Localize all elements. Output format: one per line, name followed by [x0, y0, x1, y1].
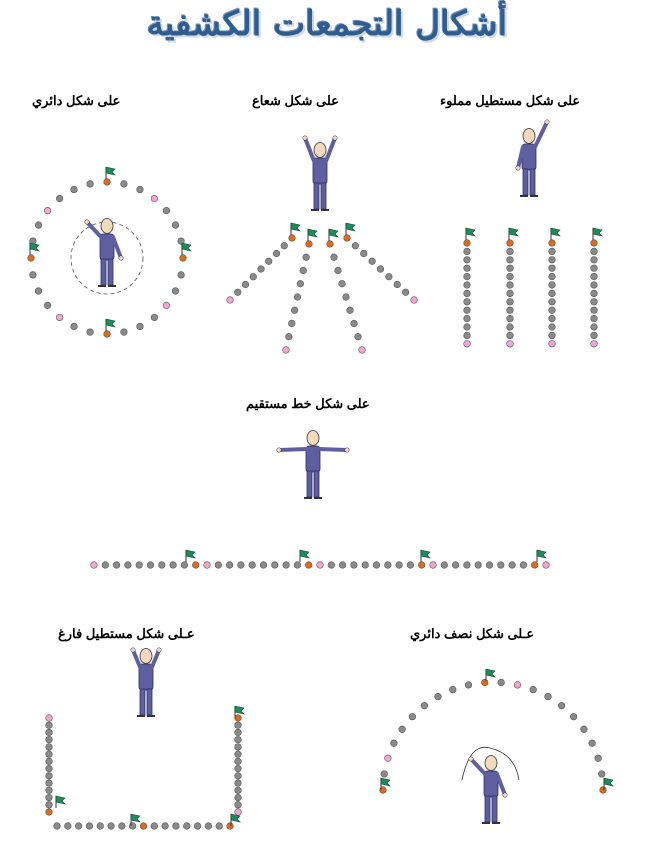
scout-dot: [235, 794, 242, 801]
flag-icon: [486, 669, 495, 681]
scout-dot: [591, 273, 598, 280]
scout-dot: [46, 715, 53, 722]
scout-dot: [549, 299, 556, 306]
scout-dot: [549, 273, 556, 280]
scout-dot: [170, 562, 177, 569]
flag-icon: [308, 229, 317, 241]
caption-straight-line: على شكل خط مستقيم: [246, 396, 370, 411]
scout-dot: [549, 257, 556, 264]
scout-dot: [30, 272, 37, 279]
scout-dot: [402, 289, 409, 296]
scout-dot: [46, 765, 53, 772]
scout-dot: [581, 726, 588, 733]
scout-dot: [258, 266, 265, 273]
scout-dot: [543, 562, 550, 569]
scout-dot: [339, 280, 346, 287]
caption-full-rectangle: على شكل مستطيل مملوء: [440, 93, 581, 108]
scout-dot: [46, 736, 53, 743]
scout-dot: [46, 794, 53, 801]
leader-dot: [104, 179, 111, 186]
scout-dot: [381, 771, 388, 778]
scout-dot: [464, 332, 471, 339]
scout-dot: [407, 562, 414, 569]
leader-dot: [235, 715, 242, 722]
flag-icon: [30, 243, 39, 255]
scout-dot: [549, 324, 556, 331]
scout-dot: [464, 265, 471, 272]
scout-dot: [595, 755, 602, 762]
scout-dot: [44, 302, 51, 309]
scout-dot: [475, 562, 482, 569]
empty-rect-leader-figure: [131, 648, 161, 716]
scout-dot: [227, 297, 234, 304]
semicircle-leader-figure: [469, 756, 507, 824]
scout-dot: [46, 801, 53, 808]
scout-dot: [507, 290, 514, 297]
leader-dot: [140, 823, 147, 830]
leader-dot: [600, 787, 607, 794]
scout-dot: [234, 289, 241, 296]
scout-dot: [558, 702, 565, 709]
scout-dot: [235, 780, 242, 787]
scout-dot: [75, 823, 82, 830]
scout-dot: [509, 562, 516, 569]
leader-dot: [192, 562, 199, 569]
scout-dot: [343, 294, 350, 301]
scout-dot: [44, 207, 51, 214]
scout-dot: [235, 736, 242, 743]
caption-circle: على شكل دائري: [32, 93, 121, 108]
scout-dot: [260, 562, 267, 569]
leader-dot: [305, 562, 312, 569]
scout-dot: [507, 299, 514, 306]
scout-dot: [373, 562, 380, 569]
flag-icon: [56, 796, 65, 808]
scout-dot: [394, 281, 401, 288]
scout-dot: [215, 562, 222, 569]
flag-icon: [466, 228, 475, 240]
scout-dot: [147, 562, 154, 569]
flag-icon: [346, 223, 355, 235]
scout-dot: [113, 562, 120, 569]
scout-dot: [286, 333, 293, 340]
scout-dot: [549, 282, 556, 289]
scout-dot: [352, 242, 359, 249]
scout-dot: [464, 248, 471, 255]
scout-dot: [498, 562, 505, 569]
leader-dot: [180, 255, 187, 262]
scout-dot: [297, 280, 304, 287]
scout-dot: [549, 265, 556, 272]
scout-dot: [591, 290, 598, 297]
scout-dot: [56, 195, 63, 202]
scout-dot: [265, 258, 272, 265]
scout-dot: [235, 787, 242, 794]
scout-dot: [598, 771, 605, 778]
scout-dot: [235, 722, 242, 729]
scout-dot: [204, 562, 211, 569]
scout-dot: [386, 273, 393, 280]
scout-dot: [591, 315, 598, 322]
scout-dot: [498, 679, 505, 686]
scout-dot: [163, 302, 170, 309]
scout-dot: [119, 823, 126, 830]
scout-dot: [430, 562, 437, 569]
scout-dot: [464, 273, 471, 280]
scout-dot: [137, 186, 144, 193]
scout-dot: [331, 254, 338, 261]
scout-dot: [235, 765, 242, 772]
scout-dot: [335, 267, 342, 274]
scout-dot: [235, 801, 242, 808]
scout-dot: [507, 248, 514, 255]
scout-dot: [507, 265, 514, 272]
scout-dot: [121, 181, 128, 188]
scout-dot: [205, 823, 212, 830]
scout-dot: [359, 347, 366, 354]
scout-dot: [591, 324, 598, 331]
scout-dot: [317, 562, 324, 569]
scout-dot: [351, 320, 358, 327]
scout-dot: [591, 248, 598, 255]
flag-icon: [182, 243, 191, 255]
scout-dot: [441, 562, 448, 569]
scout-dot: [549, 248, 556, 255]
flag-icon: [291, 223, 300, 235]
scout-dot: [591, 299, 598, 306]
scout-dot: [235, 744, 242, 751]
scout-dot: [288, 320, 295, 327]
scout-dot: [464, 290, 471, 297]
leader-dot: [227, 823, 234, 830]
leader-dot: [104, 331, 111, 338]
scout-dot: [347, 307, 354, 314]
scout-dot: [507, 332, 514, 339]
scout-dot: [507, 315, 514, 322]
leader-dot: [464, 240, 471, 247]
caption-semicircle: عـلى شكل نصف دائري: [410, 626, 535, 641]
leader-dot: [306, 241, 313, 248]
scout-dot: [235, 729, 242, 736]
flag-icon: [421, 550, 430, 562]
scout-dot: [464, 282, 471, 289]
line-leader-figure: [277, 431, 349, 499]
scout-dot: [591, 341, 598, 348]
scout-dot: [46, 780, 53, 787]
leader-dot: [418, 562, 425, 569]
scout-dot: [507, 307, 514, 314]
scout-dot: [86, 823, 93, 830]
scout-dot: [450, 686, 457, 693]
scout-dot: [235, 773, 242, 780]
scout-dot: [507, 282, 514, 289]
scout-dot: [46, 751, 53, 758]
full-rect-leader-figure: [516, 120, 549, 196]
scout-dot: [226, 562, 233, 569]
scout-dot: [591, 257, 598, 264]
scout-dot: [465, 682, 472, 689]
scout-dot: [294, 562, 301, 569]
scout-dot: [235, 809, 242, 816]
scout-dot: [46, 758, 53, 765]
scout-dot: [396, 562, 403, 569]
scout-dot: [409, 713, 416, 720]
flag-icon: [186, 550, 195, 562]
scout-dot: [589, 740, 596, 747]
scout-dot: [591, 282, 598, 289]
scout-dot: [273, 250, 280, 257]
scout-dot: [136, 562, 143, 569]
scout-dot: [163, 207, 170, 214]
scout-dot: [549, 341, 556, 348]
scout-dot: [291, 307, 298, 314]
scout-dot: [520, 562, 527, 569]
scout-dot: [102, 562, 109, 569]
flag-icon: [593, 228, 602, 240]
scout-dot: [514, 682, 521, 689]
caption-empty-rectangle: عـلى شكل مستطيل فارغ: [58, 626, 195, 641]
leader-dot: [531, 562, 538, 569]
flag-icon: [106, 167, 115, 179]
scout-dot: [391, 740, 398, 747]
scout-dot: [129, 823, 136, 830]
flag-icon: [551, 228, 560, 240]
scout-dot: [464, 562, 471, 569]
leader-dot: [344, 235, 351, 242]
scout-dot: [87, 181, 94, 188]
leader-dot: [327, 241, 334, 248]
caption-rays: على شكل شعاع: [252, 93, 339, 108]
scout-dot: [281, 242, 288, 249]
scout-dot: [249, 562, 256, 569]
scout-dot: [178, 272, 185, 279]
scout-dot: [339, 562, 346, 569]
scout-dot: [35, 288, 42, 295]
leader-dot: [46, 809, 53, 816]
scout-dot: [159, 562, 166, 569]
scout-dot: [235, 758, 242, 765]
scout-dot: [362, 562, 369, 569]
scout-dot: [303, 254, 310, 261]
scout-dot: [56, 314, 63, 321]
scout-dot: [545, 693, 552, 700]
scout-dot: [530, 686, 537, 693]
scout-dot: [591, 307, 598, 314]
scout-dot: [181, 562, 188, 569]
scout-dot: [369, 258, 376, 265]
leader-dot: [289, 235, 296, 242]
scout-dot: [35, 222, 42, 229]
scout-dot: [355, 333, 362, 340]
leader-dot: [591, 240, 598, 247]
scout-dot: [238, 562, 245, 569]
scout-dot: [452, 562, 459, 569]
scout-dot: [151, 823, 158, 830]
scout-dot: [421, 702, 428, 709]
page-title: أشكال التجمعات الكشفية: [146, 4, 508, 44]
scout-dot: [411, 297, 418, 304]
scout-dot: [486, 562, 493, 569]
scout-dot: [549, 332, 556, 339]
scout-dot: [399, 726, 406, 733]
scout-dot: [464, 257, 471, 264]
scout-dot: [294, 294, 301, 301]
scout-dot: [570, 713, 577, 720]
flag-icon: [509, 228, 518, 240]
leader-dot: [28, 255, 35, 262]
scout-dot: [54, 823, 61, 830]
scout-dot: [385, 755, 392, 762]
scout-dot: [591, 265, 598, 272]
scout-dot: [46, 729, 53, 736]
scout-dot: [162, 823, 169, 830]
scout-dot: [464, 315, 471, 322]
scout-dot: [97, 823, 104, 830]
scout-dot: [549, 315, 556, 322]
leader-dot: [481, 679, 488, 686]
flag-icon: [300, 550, 309, 562]
scout-dot: [549, 307, 556, 314]
scout-dot: [435, 693, 442, 700]
scout-dot: [137, 323, 144, 330]
scout-dot: [464, 307, 471, 314]
scout-dot: [46, 744, 53, 751]
scout-dot: [549, 290, 556, 297]
scout-dot: [300, 267, 307, 274]
scout-dot: [71, 186, 78, 193]
scout-dot: [507, 257, 514, 264]
scout-dot: [235, 751, 242, 758]
scout-dot: [464, 299, 471, 306]
flag-icon: [329, 229, 338, 241]
scout-dot: [242, 281, 249, 288]
scout-dot: [250, 273, 257, 280]
scout-dot: [46, 787, 53, 794]
flag-icon: [537, 550, 546, 562]
scout-dot: [46, 773, 53, 780]
scout-dot: [360, 250, 367, 257]
leader-dot: [507, 240, 514, 247]
scout-dot: [87, 329, 94, 336]
scout-dot: [216, 823, 223, 830]
scout-dot: [172, 222, 179, 229]
scout-dot: [507, 273, 514, 280]
scout-dot: [183, 823, 190, 830]
scout-dot: [272, 562, 279, 569]
scout-dot: [351, 562, 358, 569]
scout-dot: [507, 324, 514, 331]
rays-leader-figure: [303, 136, 337, 210]
scout-dot: [464, 341, 471, 348]
scout-dot: [328, 562, 335, 569]
leader-dot: [549, 240, 556, 247]
scout-dot: [65, 823, 72, 830]
scout-dot: [283, 347, 290, 354]
scout-dot: [385, 562, 392, 569]
scout-dot: [125, 562, 132, 569]
scout-dot: [194, 823, 201, 830]
circle-leader-figure: [85, 219, 123, 287]
scout-dot: [108, 823, 115, 830]
scout-dot: [151, 314, 158, 321]
scout-dot: [283, 562, 290, 569]
scout-dot: [173, 823, 180, 830]
scout-dot: [377, 266, 384, 273]
scout-dot: [151, 195, 158, 202]
scout-dot: [464, 324, 471, 331]
flag-icon: [106, 319, 115, 331]
scout-dot: [172, 288, 179, 295]
scout-dot: [91, 562, 98, 569]
scout-dot: [71, 323, 78, 330]
scout-dot: [507, 341, 514, 348]
scout-dot: [591, 332, 598, 339]
scout-dot: [46, 722, 53, 729]
scout-dot: [121, 329, 128, 336]
